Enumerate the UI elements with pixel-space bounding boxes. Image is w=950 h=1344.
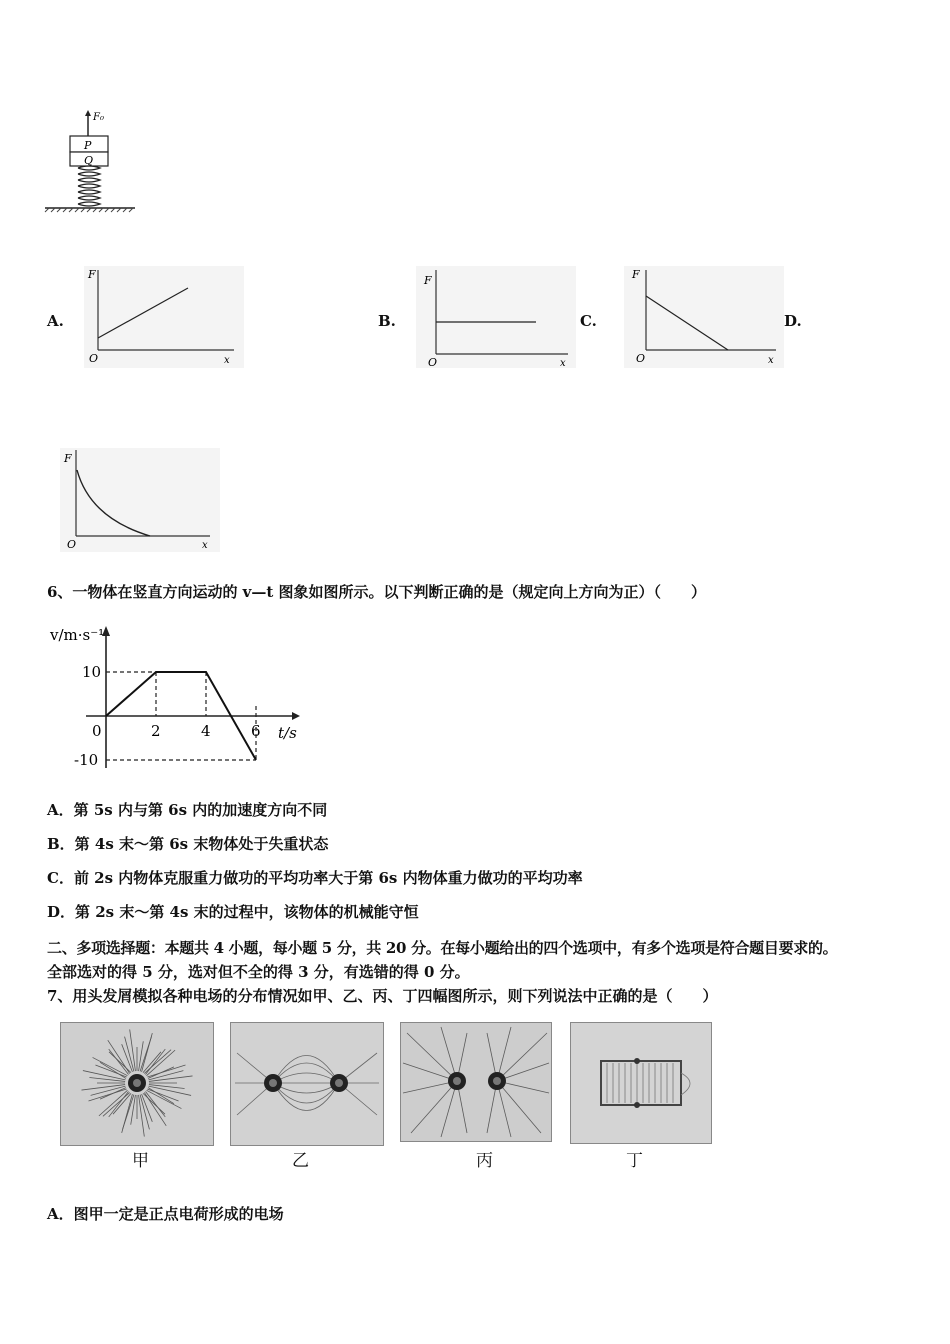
q7-stem: 7、用头发屑模拟各种电场的分布情况如甲、乙、丙、丁四幅图所示，则下列说法中正确的是（ ） [47, 987, 718, 1005]
svg-text:F: F [632, 268, 640, 281]
graph-c [624, 266, 784, 368]
svg-text:x: x [768, 355, 774, 366]
option-c-label: C. [580, 312, 597, 330]
option-a-label: A. [47, 312, 64, 330]
caption-bing: 丙 [476, 1151, 493, 1171]
q6-stem: 6、一物体在竖直方向运动的 v—t 图象如图所示。以下判断正确的是（规定向上方向为正）（ ） [47, 583, 707, 601]
svg-text:F: F [424, 274, 432, 287]
vt-x-arrow [292, 712, 300, 720]
svg-text:O: O [428, 356, 438, 368]
svg-text:O: O [89, 352, 99, 365]
vt-ytick-label: 10 [82, 663, 102, 681]
vt-xtick-label: 6 [251, 722, 261, 740]
q6-option-d: D．第 2s 末～第 4s 末的过程中，该物体的机械能守恒 [47, 903, 419, 921]
vt-ytick-label: 0 [92, 722, 102, 740]
svg-text:P: P [84, 139, 92, 152]
vt-xtick-label: 4 [201, 722, 211, 740]
q7-option-a: A．图甲一定是正点电荷形成的电场 [47, 1205, 284, 1223]
option-b-label: B. [378, 312, 396, 330]
spring-figure [40, 108, 140, 218]
q6-option-c: C．前 2s 内物体克服重力做功的平均功率大于第 6s 内物体重力做功的平均功率 [47, 869, 583, 887]
graph-d [60, 448, 220, 552]
vt-xlabel: t/s [278, 724, 297, 742]
svg-text:Q: Q [84, 154, 94, 167]
photo-ding [570, 1022, 712, 1144]
svg-text:F: F [88, 268, 96, 281]
svg-text:O: O [636, 352, 646, 365]
svg-text:x: x [560, 358, 566, 368]
photo-jia [60, 1022, 214, 1146]
svg-text:x: x [224, 355, 230, 366]
vt-chart [48, 622, 308, 772]
q6-option-a: A．第 5s 内与第 6s 内的加速度方向不同 [47, 801, 328, 819]
caption-yi: 乙 [292, 1151, 309, 1171]
photo-yi [230, 1022, 384, 1146]
section2-line2: 全部选对的得 5 分，选对但不全的得 3 分，有选错的得 0 分。 [47, 963, 470, 981]
graph-b [416, 266, 576, 368]
vt-ylabel: v/m·s⁻¹ [50, 626, 105, 644]
section2-line1: 二、多项选择题：本题共 4 小题，每小题 5 分，共 20 分。在每小题给出的四个选项中，有多个选项是符合题目要求的。 [47, 939, 838, 957]
svg-text:x: x [202, 540, 208, 551]
svg-text:F₀: F₀ [93, 112, 104, 123]
caption-jia: 甲 [132, 1151, 149, 1171]
q6-option-b: B．第 4s 末～第 6s 末物体处于失重状态 [47, 835, 329, 853]
option-d-label: D. [784, 312, 802, 330]
photo-bing [400, 1022, 552, 1142]
svg-text:O: O [67, 538, 77, 551]
vt-ytick-label: -10 [74, 751, 99, 769]
vt-xtick-label: 2 [151, 722, 161, 740]
caption-ding: 丁 [626, 1151, 643, 1171]
graph-a [84, 266, 244, 368]
svg-text:F: F [64, 452, 72, 465]
